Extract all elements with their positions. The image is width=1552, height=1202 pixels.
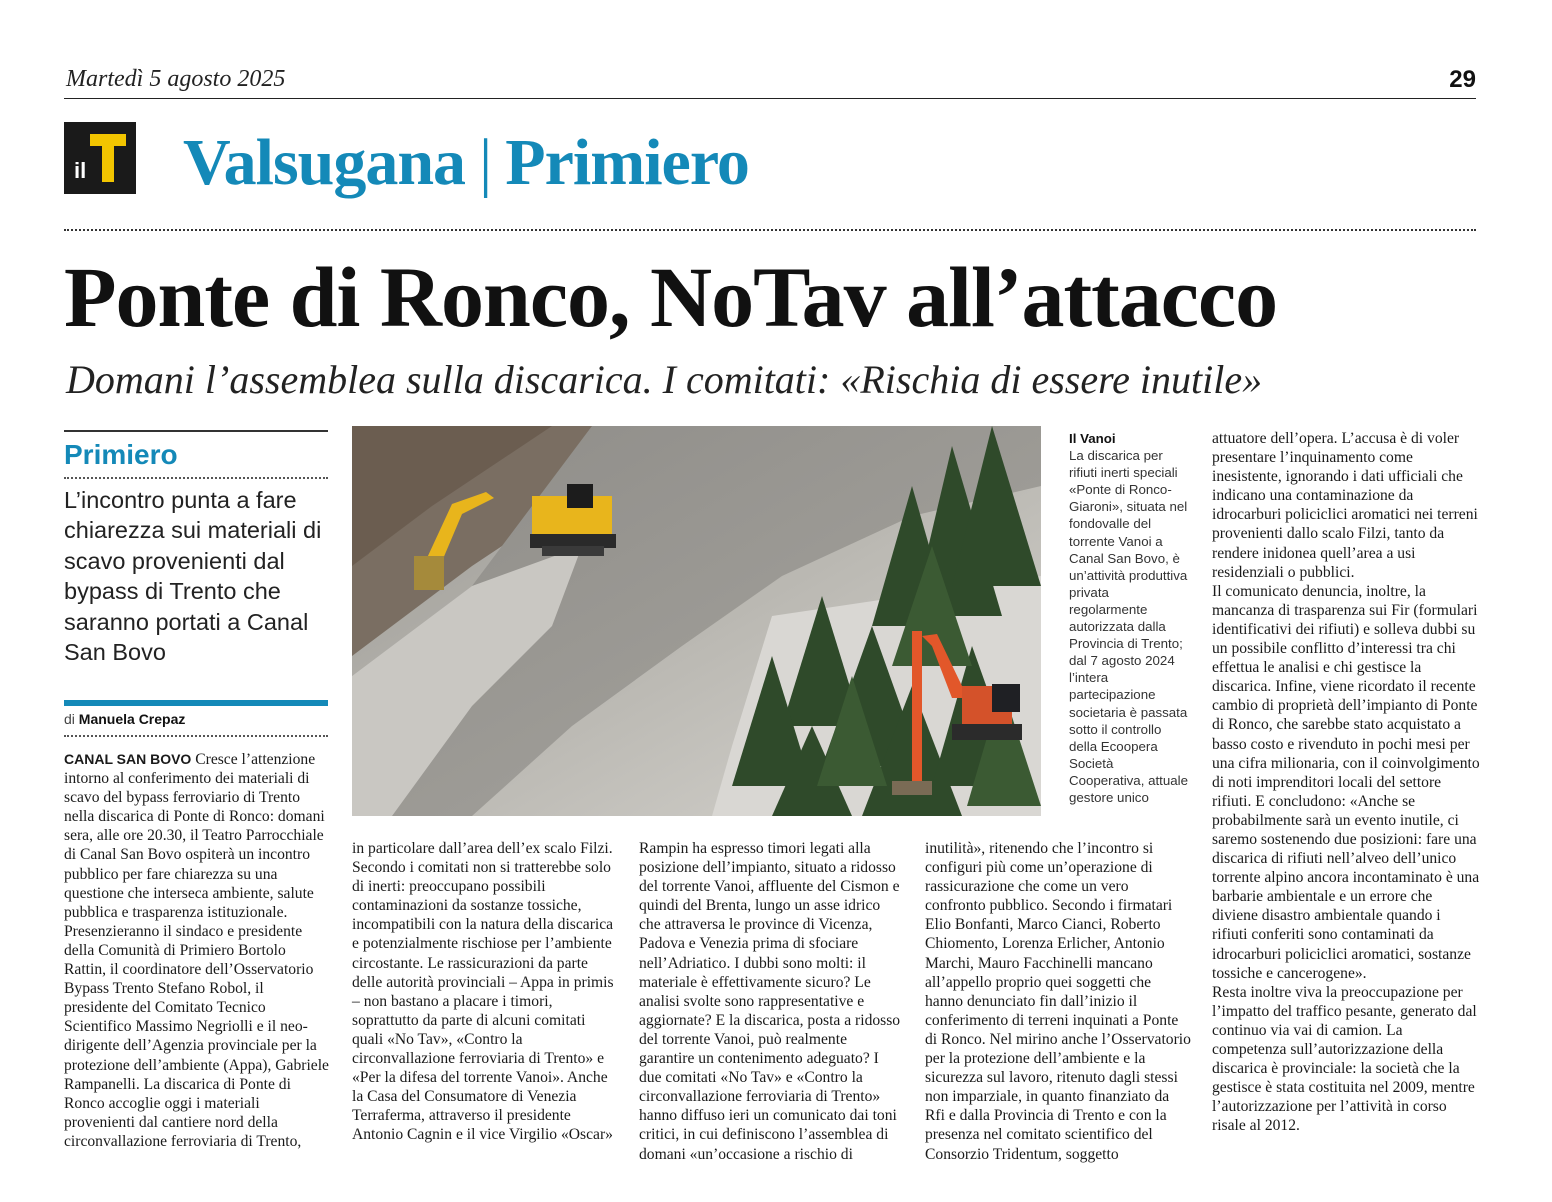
dateline: CANAL SAN BOVO [64, 751, 192, 767]
byline [64, 711, 185, 727]
article-column-3 [639, 839, 905, 1164]
page-number: 29 [1449, 66, 1476, 93]
column-3-text: Rampin ha espresso timori legati alla posizione dell’impianto, situato a ridosso del torrente Vanoi, affluente del Cismon e quindi del Brenta, lungo un asse idrico che attraversa le province di Vicenza, Padova e Venezia prima di sfociare nell’Adriatico. I dubbi sono molti: il materiale è effettivamente sicuro? Le analisi svolte sono rappresentative e aggiornate? E la discarica, posta a ridosso del torrente Vanoi, può realmente garantire un contenimento adeguato? I due comitati «No Tav» e «Contro la circonvallazione ferroviaria di Trento» hanno diffuso ieri un comunicato dai toni critici, in cui definiscono l’assemblea di domani «un’occasione a rischio di [639, 840, 901, 1163]
column-4-text: inutilità», ritenendo che l’incontro si configuri più come un’operazione di rassicurazione che come un vero confronto pubblico. Secondo i firmatari Elio Bonfanti, Marco Cianci, Roberto Chiomento, Lorenza Erlicher, Antonio Marchi, Mauro Facchinelli mancano all’appello proprio quei soggetti che hanno denunciato fin dall’inizio il conferimento di terreni inquinati a Ponte di Ronco. Nel mirino anche l’Osservatorio per la protezione dell’ambiente e la sicurezza sul lavoro, ritenuto dagli stessi non imparziale, in quanto finanziato da Rfi e dalla Provincia di Trento e con la presenza nel comitato scientifico del Consorzio Tridentum, soggetto [925, 840, 1191, 1163]
photo-caption-title: Il Vanoi [1069, 431, 1116, 446]
sidebar-title: Primiero [64, 439, 178, 470]
article-column-1 [64, 750, 330, 1151]
headline: Ponte di Ronco, NoTav all’attacco [64, 249, 1278, 345]
logo-text: il [74, 158, 87, 183]
column-5-paragraph-1: attuatore dell’opera. L’accusa è di voler presentare l’inquinamento come inesistente, ignorando i dati ufficiali che indicano una contaminazione da idrocarburi policiclici aromatici nei terreni provenienti dallo scalo Filzi, tanto da rendere inidonea quell’area a usi residenziali o pubblici. [1212, 430, 1478, 581]
byline-author: Manuela Crepaz [78, 711, 186, 727]
article-column-2 [352, 839, 618, 1145]
photo-caption-text: La discarica per rifiuti inerti speciali «Ponte di Ronco-Giaroni», situata nel fondovalle del torrente Vanoi a Canal San Bovo, è un’attività produttiva privata regolarmente autorizzata dalla Provincia di Trento; dal 7 agosto 2024 l’intera partecipazione societaria è passata sotto il controllo della Ecoopera Società Cooperativa, attuale gestore unico [1069, 448, 1189, 805]
column-5-paragraph-3: Resta inoltre viva la preoccupazione per l’impatto del traffico pesante, generato dal continuo via vai di camion. La competenza sull’autorizzazione della discarica è provinciale: la società che la gestisce è stata costituita nel 2009, mentre l’autorizzazione per l’attività in corso risale al 2012. [1212, 983, 1477, 1135]
column-5-paragraph-2: Il comunicato denuncia, inoltre, la mancanza di trasparenza sui Fir (formulari identificativi dei rifiuti) e solleva dubbi su un possibile conflitto d’interessi tra chi effettua le analisi e chi gestisce la discarica. Infine, viene ricordato il recente cambio di proprietà dell’impianto di Ponte di Ronco, che sarebbe stato acquistato a basso costo e rivenduto in pochi mesi per una cifra milionaria, con il coinvolgimento di noti imprenditori locali del settore rifiuti. E concludono: «Anche se probabilmente sarà un evento inutile, ci saremo sostenendo due posizioni: fare una discarica di rifiuti nell’alveo dell’unico torrente alpino ancora incontaminato è una barbarie ambientale e un errore che diviene disastro ambientale quando i rifiuti conferiti sono contaminati da idrocarburi policiclici aromatici, sostanze tossiche e cancerogene». [1212, 582, 1480, 982]
section-right: Primiero [505, 126, 749, 199]
photo-caption [1069, 430, 1189, 806]
byline-bar [64, 700, 328, 706]
column-1-text: Cresce l’attenzione intorno al conferimento dei materiali di scavo del bypass ferroviario di Trento nella discarica di Ponte di Ronco: domani sera, alle ore 20.30, il Teatro Parrocchiale di Canal San Bovo ospiterà un incontro pubblico per fare chiarezza su una questione che interseca ambiente, salute pubblica e trasparenza istituzionale. Presenzieranno il sindaco e presidente della Comunità di Primiero Bortolo Rattin, il coordinatore dell’Osservatorio Bypass Trento Stefano Robol, il presidente del Comitato Tecnico Scientifico Massimo Negriolli e il neo-dirigente dell’Agenzia provinciale per la protezione dell’ambiente (Appa), Gabriele Rampanelli. La discarica di Ponte di Ronco accoglie oggi i materiali provenienti dal cantiere nord della circonvallazione ferroviaria di Trento, [64, 751, 329, 1150]
photo-excavators-landfill [352, 426, 1041, 816]
byline-prefix: di [64, 711, 75, 727]
article-column-4 [925, 839, 1191, 1164]
section-left: Valsugana [183, 126, 466, 199]
header-rule [64, 98, 1476, 99]
sidebar-text: L’incontro punta a fare chiarezza sui materiali di scavo provenienti dal bypass di Trento che saranno portati a Canal San Bovo [64, 486, 322, 666]
sidebar-summary [64, 430, 328, 668]
section-title [183, 126, 749, 199]
issue-date: Martedì 5 agosto 2025 [66, 66, 286, 92]
subheadline: Domani l’assemblea sulla discarica. I comitati: «Rischia di essere inutile» [66, 357, 1263, 402]
column-2-text: in particolare dall’area dell’ex scalo Filzi. Secondo i comitati non si tratterebbe solo di inerti: preoccupano possibili contaminazioni da sostanze tossiche, incompatibili con la natura della discarica e potenzialmente rischiose per l’ambiente circostante. Le rassicurazioni da parte delle autorità provinciali – Appa in primis – non bastano a placare i timori, soprattutto da parte di alcuni comitati quali «No Tav», «Contro la circonvallazione ferroviaria di Trento» e «Per la difesa del torrente Vanoi». Anche la Casa del Consumatore di Venezia Terraferma, attraverso il presidente Antonio Cagnin e il vice Virgilio «Oscar» [352, 840, 614, 1144]
section-separator: | [479, 126, 492, 199]
newspaper-logo [64, 122, 136, 194]
byline-divider [64, 735, 328, 737]
article-column-5 [1212, 429, 1480, 1135]
section-divider [64, 229, 1476, 231]
